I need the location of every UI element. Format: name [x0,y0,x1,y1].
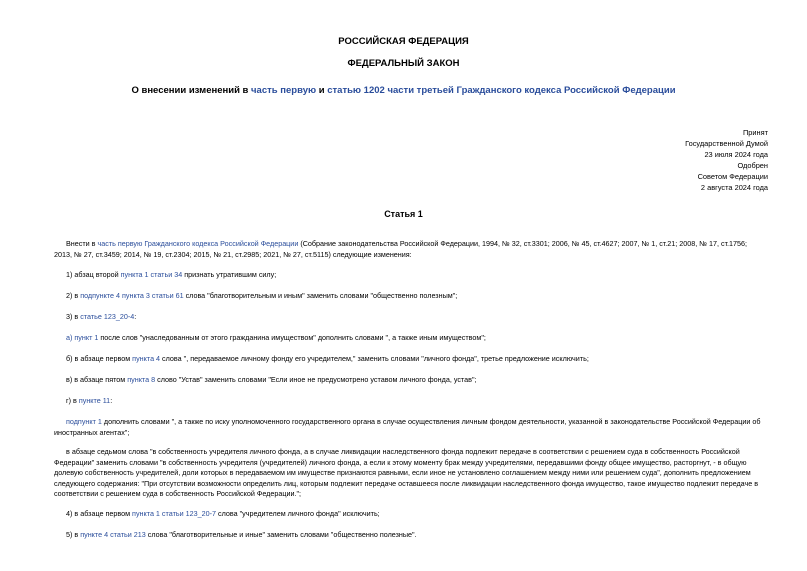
item-5 [66,530,779,541]
item-2 [66,291,779,302]
subitem-g-text-b: : [110,396,113,405]
item-4-text-b: слова "учредителем личного фонда" исключить; [216,509,380,518]
subitem-v-link[interactable]: пункта 8 [127,375,156,384]
approved-label: Одобрен [737,161,768,170]
subitem-v [66,375,779,386]
country-heading: РОССИЙСКАЯ ФЕДЕРАЦИЯ [338,36,469,47]
subitem-b [66,354,779,365]
article-intro [54,239,767,260]
intro-text-b: (Собрание законодательства Российской Федерации, 1994, № 32, ст.3301; 2006, № 45, ст.4627; 2007, № 1, ст.21; 2008, № 17, ст.1756; 2013, № 27, ст.3459; 2014, № 19, ст.2304; 2015, № 21, ст.2985; 2021, № 27, ст.5115) следующие изменения: [54,239,748,259]
title-text-2: и [316,85,328,96]
item-3-link[interactable]: статье 123_20-4 [80,312,135,321]
item-1 [66,270,779,281]
title-text-1: О внесении изменений в [131,85,252,96]
subitem-a-link[interactable]: а) пункт 1 [66,333,99,342]
item-1-text-a: 1) абзац второй [66,270,121,279]
adopted-label: Принят [742,128,768,137]
law-type-heading: ФЕДЕРАЛЬНЫЙ ЗАКОН [347,58,460,69]
subitem-a [66,333,779,344]
item-2-text-b: слова "благотворительным и иным" заменить словами "общественно полезным"; [183,291,458,300]
item-1-text-b: признать утратившим силу; [182,270,277,279]
subitem-g [66,396,779,407]
item-5-text-a: 5) в [66,530,81,539]
item-1-link[interactable]: пункта 1 статьи 34 [120,270,183,279]
approved-by: Советом Федерации [697,172,768,181]
intro-text-a: Внести в [66,239,98,248]
subitem-g-paragraph-1 [54,417,767,438]
subitem-g-paragraph-1-link[interactable]: подпункт 1 [66,417,102,426]
item-2-text-a: 2) в [66,291,81,300]
subitem-b-text-a: б) в абзаце первом [66,354,133,363]
subitem-g-paragraph-1-text: дополнить словами ", а также по иску уполномоченного государственного органа в случае осуществления личным фондом деятельности, указанной в законодательстве Российской Федерации об иностранных агентах"; [54,417,761,437]
subitem-g-paragraph-2: в абзаце седьмом слова "в собственность учредителя личного фонда, а в случае ликвидации наследственного фонда подлежит передаче в соответствии с решением суда в собственность Российской Федерации" заменить словами "в собственность учредителя (учредителей) личного фонда, а если к этому моменту брак между учредителями, передавшими фонду общее имущество, расторгнут, - в общую долевую собственность учредителей, доли которых в передаваемом им имуществе признаются равными, если иное не установлено соглашением между ними или решением суда", дополнить предложением следующего содержания: "При отсутствии возможности определить лиц, которым подлежит передаче оставшееся после ликвидации наследственного фонда имущество, такое имущество подлежит передаче в соответствии с решением суда в собственность Российской Федерации."; [54,447,759,498]
subitem-g-text-a: г) в [66,396,79,405]
item-4-link[interactable]: пункта 1 статьи 123_20-7 [132,509,216,518]
item-2-link[interactable]: подпункте 4 пункта 3 статьи 61 [80,291,184,300]
subitem-g-link[interactable]: пункте 11 [78,396,111,405]
adopted-date: 23 июля 2024 года [704,150,768,159]
article-title: Статья 1 [384,209,423,219]
subitem-b-text-b: слова ", передаваемое личному фонду его учредителем," заменить словами "личного фонда", третье предложение исключить; [160,354,589,363]
title-link-part-one[interactable]: часть первую [251,85,317,96]
item-5-link[interactable]: пункте 4 статьи 213 [80,530,146,539]
title-link-article-1202[interactable]: статью 1202 части третьей Гражданского кодекса Российской Федерации [327,85,676,96]
approved-date: 2 августа 2024 года [700,183,768,192]
item-5-text-b: слова "благотворительные и иные" заменить словами "общественно полезные". [145,530,417,539]
law-title [0,85,807,96]
item-3-text-a: 3) в [66,312,81,321]
subitem-b-link[interactable]: пункта 4 [132,354,161,363]
adoption-info [685,127,768,193]
item-3 [66,312,779,323]
subitem-v-text-a: в) в абзаце пятом [66,375,128,384]
intro-link[interactable]: часть первую Гражданского кодекса Российской Федерации [97,239,299,248]
item-4 [66,509,779,520]
adopted-by: Государственной Думой [685,139,768,148]
item-4-text-a: 4) в абзаце первом [66,509,133,518]
item-3-text-b: : [134,312,137,321]
subitem-a-text: после слов "унаследованным от этого гражданина имуществом" дополнить словами ", а также иным имуществом"; [98,333,486,342]
subitem-v-text-b: слово "Устав" заменить словами "Если иное не предусмотрено уставом личного фонда, устав"; [155,375,477,384]
